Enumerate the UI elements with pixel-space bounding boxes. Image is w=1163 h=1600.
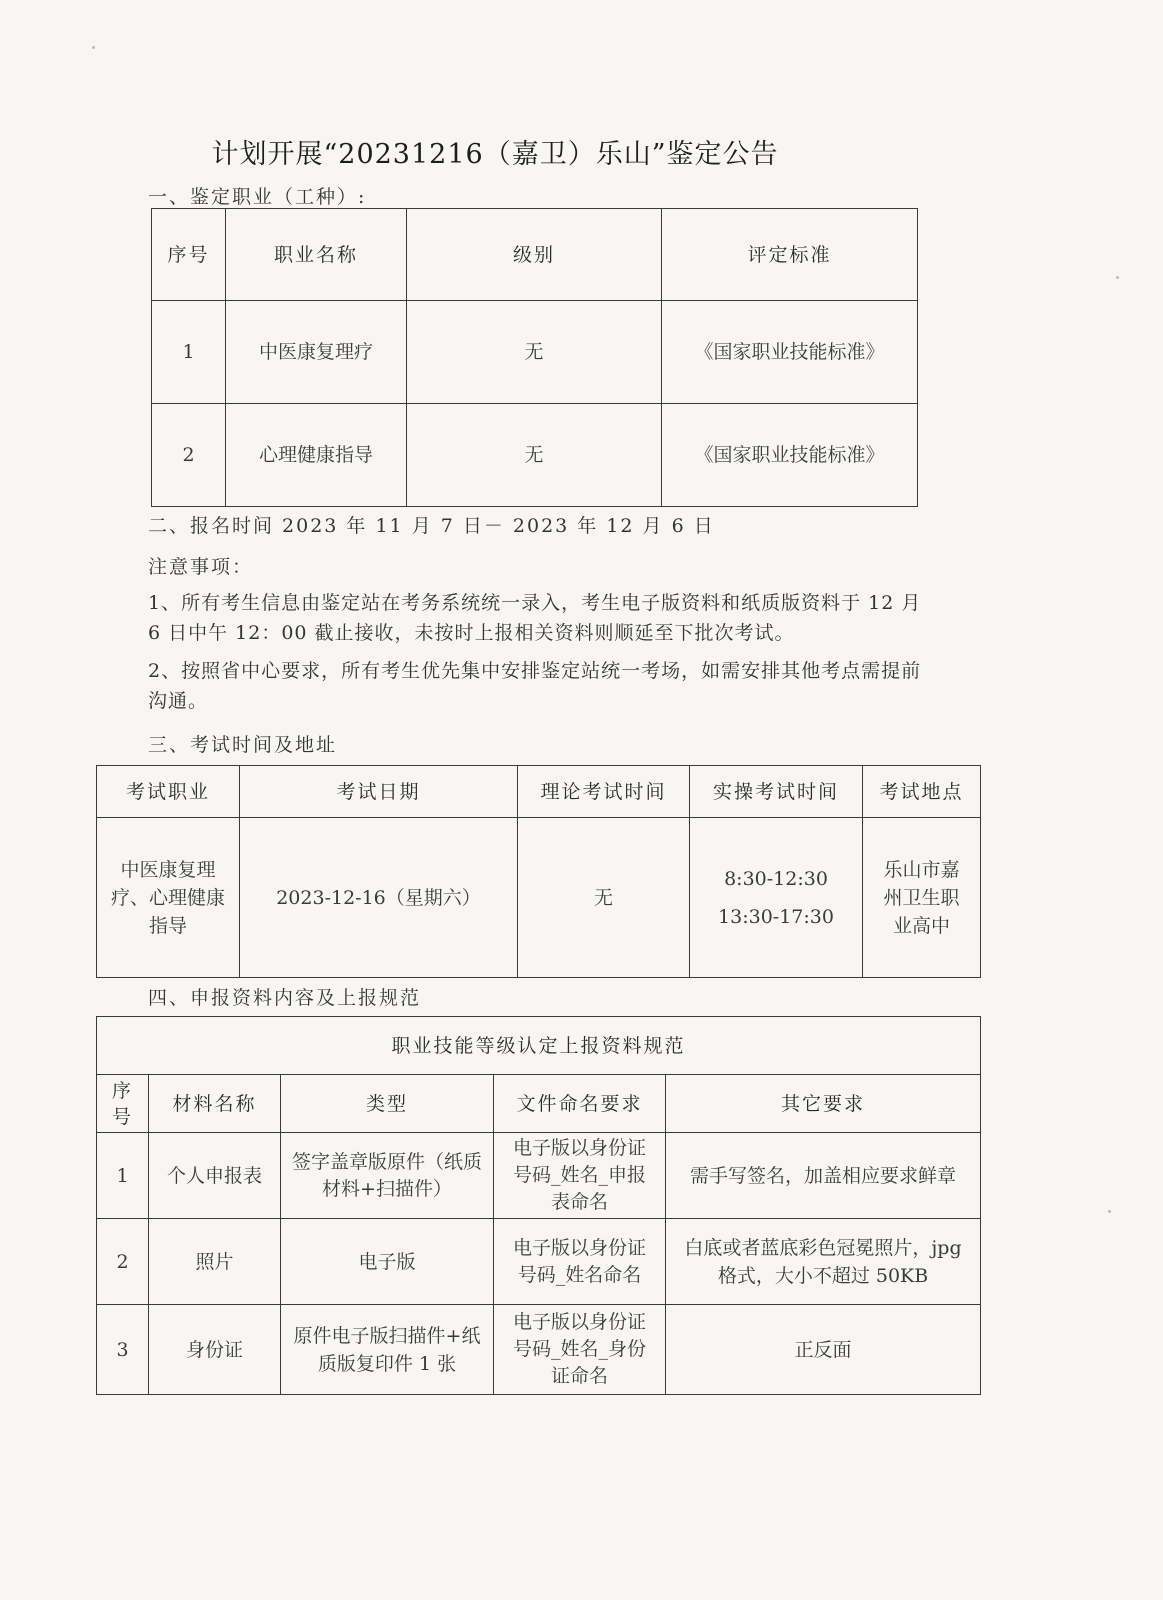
header-location: 考试地点 — [863, 766, 981, 818]
section1-heading: 一、鉴定职业（工种）: — [148, 186, 367, 208]
table-row — [97, 1133, 981, 1219]
exam-table — [96, 765, 981, 978]
materials-table-title: 职业技能等级认定上报资料规范 — [97, 1017, 981, 1075]
header-exam-date: 考试日期 — [240, 766, 518, 818]
table-row — [97, 1305, 981, 1395]
note-2: 2、按照省中心要求，所有考生优先集中安排鉴定站统一考场，如需安排其他考点需提前沟通。 — [148, 660, 922, 712]
header-type: 类型 — [281, 1075, 494, 1133]
cell-other: 需手写签名，加盖相应要求鲜章 — [666, 1133, 981, 1219]
cell-other: 白底或者蓝底彩色冠冕照片，jpg 格式，大小不超过 50KB — [666, 1219, 981, 1305]
header-material: 材料名称 — [149, 1075, 281, 1133]
header-index: 序号 — [97, 1075, 149, 1133]
cell-index: 2 — [152, 404, 226, 507]
notice-title: 注意事项： — [148, 556, 254, 578]
header-index: 序号 — [152, 209, 226, 301]
cell-location: 乐山市嘉州卫生职业高中 — [863, 818, 981, 978]
header-naming: 文件命名要求 — [494, 1075, 666, 1133]
cell-profession: 中医康复理疗 — [226, 301, 407, 404]
profession-table — [151, 208, 918, 507]
practice-time-afternoon: 13:30-17:30 — [718, 905, 834, 928]
cell-level: 无 — [407, 404, 662, 507]
cell-naming: 电子版以身份证号码_姓名_申报表命名 — [494, 1133, 666, 1219]
cell-level: 无 — [407, 301, 662, 404]
cell-standard: 《国家职业技能标准》 — [662, 301, 918, 404]
cell-naming: 电子版以身份证号码_姓名命名 — [494, 1219, 666, 1305]
header-practice-time: 实操考试时间 — [690, 766, 863, 818]
cell-exam-date: 2023-12-16（星期六） — [240, 818, 518, 978]
cell-material: 照片 — [149, 1219, 281, 1305]
header-standard: 评定标准 — [662, 209, 918, 301]
table-row — [152, 301, 918, 404]
section2-heading: 二、报名时间 2023 年 11 月 7 日－ 2023 年 12 月 6 日 — [148, 515, 715, 537]
section4-heading: 四、申报资料内容及上报规范 — [148, 987, 422, 1009]
cell-theory-time: 无 — [518, 818, 690, 978]
cell-type: 签字盖章版原件（纸质材料+扫描件） — [281, 1133, 494, 1219]
scan-speck — [92, 46, 95, 49]
header-level: 级别 — [407, 209, 662, 301]
header-theory-time: 理论考试时间 — [518, 766, 690, 818]
note-1: 1、所有考生信息由鉴定站在考务系统统一录入，考生电子版资料和纸质版资料于 12 月 6 日中午 12：00 截止接收，未按时上报相关资料则顺延至下批次考试。 — [148, 592, 922, 644]
practice-time-morning: 8:30-12:30 — [724, 867, 828, 890]
cell-practice-time — [690, 818, 863, 978]
cell-index: 2 — [97, 1219, 149, 1305]
scan-speck — [1116, 276, 1119, 279]
table-row — [152, 404, 918, 507]
header-other: 其它要求 — [666, 1075, 981, 1133]
cell-other: 正反面 — [666, 1305, 981, 1395]
cell-exam-profession: 中医康复理疗、心理健康指导 — [97, 818, 240, 978]
section3-heading: 三、考试时间及地址 — [148, 734, 338, 756]
cell-naming: 电子版以身份证号码_姓名_身份证命名 — [494, 1305, 666, 1395]
cell-type: 原件电子版扫描件+纸质版复印件 1 张 — [281, 1305, 494, 1395]
cell-profession: 心理健康指导 — [226, 404, 407, 507]
cell-index: 1 — [97, 1133, 149, 1219]
header-profession: 职业名称 — [226, 209, 407, 301]
cell-type: 电子版 — [281, 1219, 494, 1305]
table-row — [97, 1219, 981, 1305]
cell-material: 身份证 — [149, 1305, 281, 1395]
cell-standard: 《国家职业技能标准》 — [662, 404, 918, 507]
cell-index: 3 — [97, 1305, 149, 1395]
materials-table — [96, 1016, 981, 1395]
table-row — [97, 818, 981, 978]
header-exam-profession: 考试职业 — [97, 766, 240, 818]
scan-speck — [1108, 1210, 1111, 1213]
page-title: 计划开展“20231216（嘉卫）乐山”鉴定公告 — [211, 139, 779, 170]
cell-index: 1 — [152, 301, 226, 404]
cell-material: 个人申报表 — [149, 1133, 281, 1219]
